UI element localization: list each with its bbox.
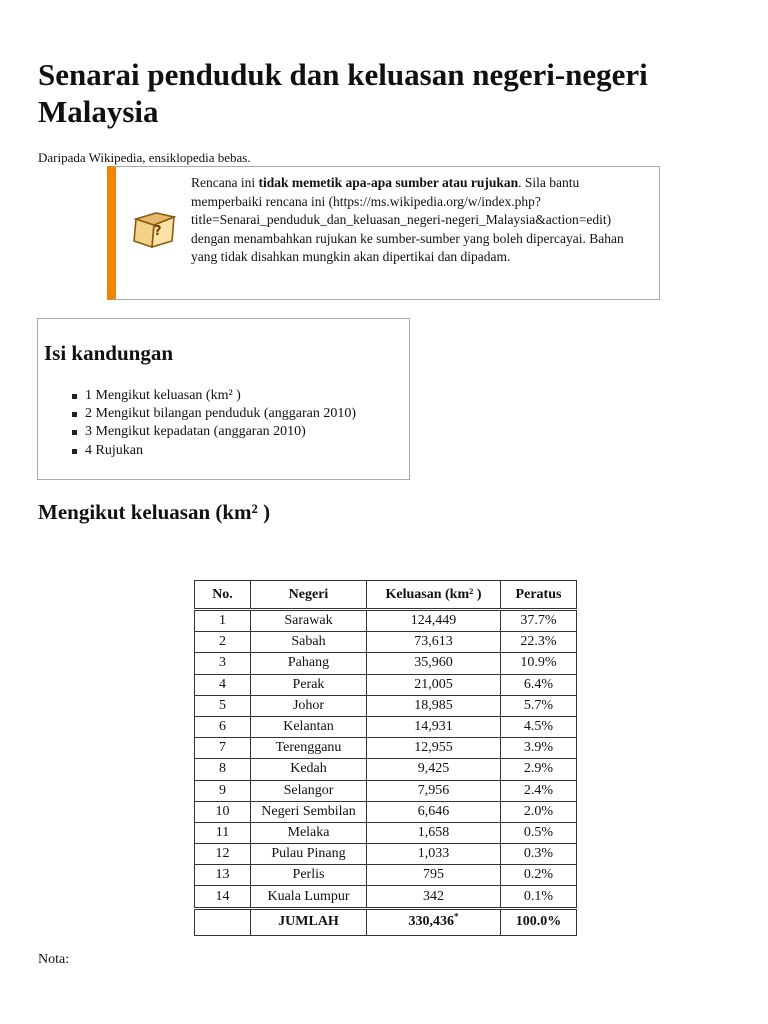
cell-area: 6,646 — [367, 801, 501, 822]
header-state: Negeri — [251, 581, 367, 610]
total-row — [195, 908, 577, 935]
cell-no: 14 — [195, 886, 251, 908]
total-area: 330,436* — [367, 908, 501, 935]
cell-state: Johor — [251, 695, 367, 716]
cell-state: Perlis — [251, 865, 367, 886]
table-row — [195, 610, 577, 632]
page-tagline: Daripada Wikipedia, ensiklopedia bebas. — [38, 150, 251, 165]
cell-state: Sabah — [251, 632, 367, 653]
cell-area: 1,658 — [367, 822, 501, 843]
cell-percent: 2.0% — [501, 801, 577, 822]
table-row — [195, 695, 577, 716]
cell-state: Pahang — [251, 653, 367, 674]
cell-percent: 0.1% — [501, 886, 577, 908]
cell-no: 13 — [195, 865, 251, 886]
header-area: Keluasan (km² ) — [367, 581, 501, 610]
table-row — [195, 801, 577, 822]
cell-area: 9,425 — [367, 759, 501, 780]
cell-state: Selangor — [251, 780, 367, 801]
cell-no: 2 — [195, 632, 251, 653]
table-row — [195, 822, 577, 843]
toc-heading: Isi kandungan — [44, 341, 174, 365]
cell-area: 795 — [367, 865, 501, 886]
cell-percent: 22.3% — [501, 632, 577, 653]
book-question-icon — [130, 211, 178, 251]
table-row — [195, 886, 577, 908]
cell-percent: 2.9% — [501, 759, 577, 780]
toc-item[interactable]: 1 Mengikut keluasan (km² ) — [72, 387, 356, 405]
cell-area: 7,956 — [367, 780, 501, 801]
table-header-row — [195, 581, 577, 610]
cell-percent: 10.9% — [501, 653, 577, 674]
cell-percent: 0.3% — [501, 844, 577, 865]
notice-text: Rencana ini tidak memetik apa-apa sumber atau rujukan. Sila bantu memperbaiki rencana ini (https://ms.wikipedia.org/w/index.php?title=Senarai_penduduk_dan_keluasan_negeri-negeri_Malaysia&action=edit) dengan menambahkan rujukan ke sumber-sumber yang boleh dipercayai. Bahan yang tidak disahkan mungkin akan dipertikai dan dipadam. — [191, 175, 624, 264]
cell-state: Melaka — [251, 822, 367, 843]
cell-state: Perak — [251, 674, 367, 695]
toc-item[interactable]: 2 Mengikut bilangan penduduk (anggaran 2010) — [72, 405, 356, 423]
cell-percent: 0.2% — [501, 865, 577, 886]
cell-area: 21,005 — [367, 674, 501, 695]
nota-label: Nota: — [38, 952, 70, 967]
cell-state: Sarawak — [251, 610, 367, 632]
table-body — [195, 610, 577, 909]
cell-area: 73,613 — [367, 632, 501, 653]
cell-percent: 2.4% — [501, 780, 577, 801]
cell-area: 18,985 — [367, 695, 501, 716]
cell-area: 342 — [367, 886, 501, 908]
cell-area: 35,960 — [367, 653, 501, 674]
svg-text:?: ? — [154, 224, 162, 239]
cell-state: Pulau Pinang — [251, 844, 367, 865]
toc-list — [72, 387, 356, 460]
cell-percent: 6.4% — [501, 674, 577, 695]
cell-no: 7 — [195, 738, 251, 759]
header-percent: Peratus — [501, 581, 577, 610]
cell-percent: 37.7% — [501, 610, 577, 632]
total-percent: 100.0% — [501, 908, 577, 935]
cell-percent: 4.5% — [501, 716, 577, 737]
cell-no: 11 — [195, 822, 251, 843]
page-title: Senarai penduduk dan keluasan negeri-negeri Malaysia — [38, 57, 648, 129]
table-row — [195, 632, 577, 653]
table-row — [195, 716, 577, 737]
table-row — [195, 780, 577, 801]
cell-state: Terengganu — [251, 738, 367, 759]
cell-area: 124,449 — [367, 610, 501, 632]
cell-percent: 0.5% — [501, 822, 577, 843]
cell-no: 4 — [195, 674, 251, 695]
cell-state: Kuala Lumpur — [251, 886, 367, 908]
cell-no: 1 — [195, 610, 251, 632]
cell-percent: 5.7% — [501, 695, 577, 716]
cell-no: 10 — [195, 801, 251, 822]
cell-no: 5 — [195, 695, 251, 716]
cell-no: 8 — [195, 759, 251, 780]
total-empty-cell — [195, 908, 251, 935]
unreferenced-notice — [107, 166, 660, 300]
table-row — [195, 653, 577, 674]
cell-area: 12,955 — [367, 738, 501, 759]
table-of-contents — [37, 318, 410, 480]
cell-no: 12 — [195, 844, 251, 865]
table-row — [195, 759, 577, 780]
cell-no: 9 — [195, 780, 251, 801]
cell-state: Negeri Sembilan — [251, 801, 367, 822]
cell-no: 3 — [195, 653, 251, 674]
table-row — [195, 674, 577, 695]
cell-percent: 3.9% — [501, 738, 577, 759]
cell-state: Kedah — [251, 759, 367, 780]
toc-item[interactable]: 3 Mengikut kepadatan (anggaran 2010) — [72, 423, 356, 441]
cell-no: 6 — [195, 716, 251, 737]
table-row — [195, 738, 577, 759]
cell-area: 14,931 — [367, 716, 501, 737]
header-no: No. — [195, 581, 251, 610]
section-heading: Mengikut keluasan (km² ) — [38, 500, 271, 524]
table-row — [195, 865, 577, 886]
total-label: JUMLAH — [251, 908, 367, 935]
area-table — [194, 580, 577, 936]
table-row — [195, 844, 577, 865]
toc-item[interactable]: 4 Rujukan — [72, 442, 356, 460]
notice-emphasis: tidak memetik apa-apa sumber atau rujukan — [258, 175, 519, 190]
cell-area: 1,033 — [367, 844, 501, 865]
cell-state: Kelantan — [251, 716, 367, 737]
